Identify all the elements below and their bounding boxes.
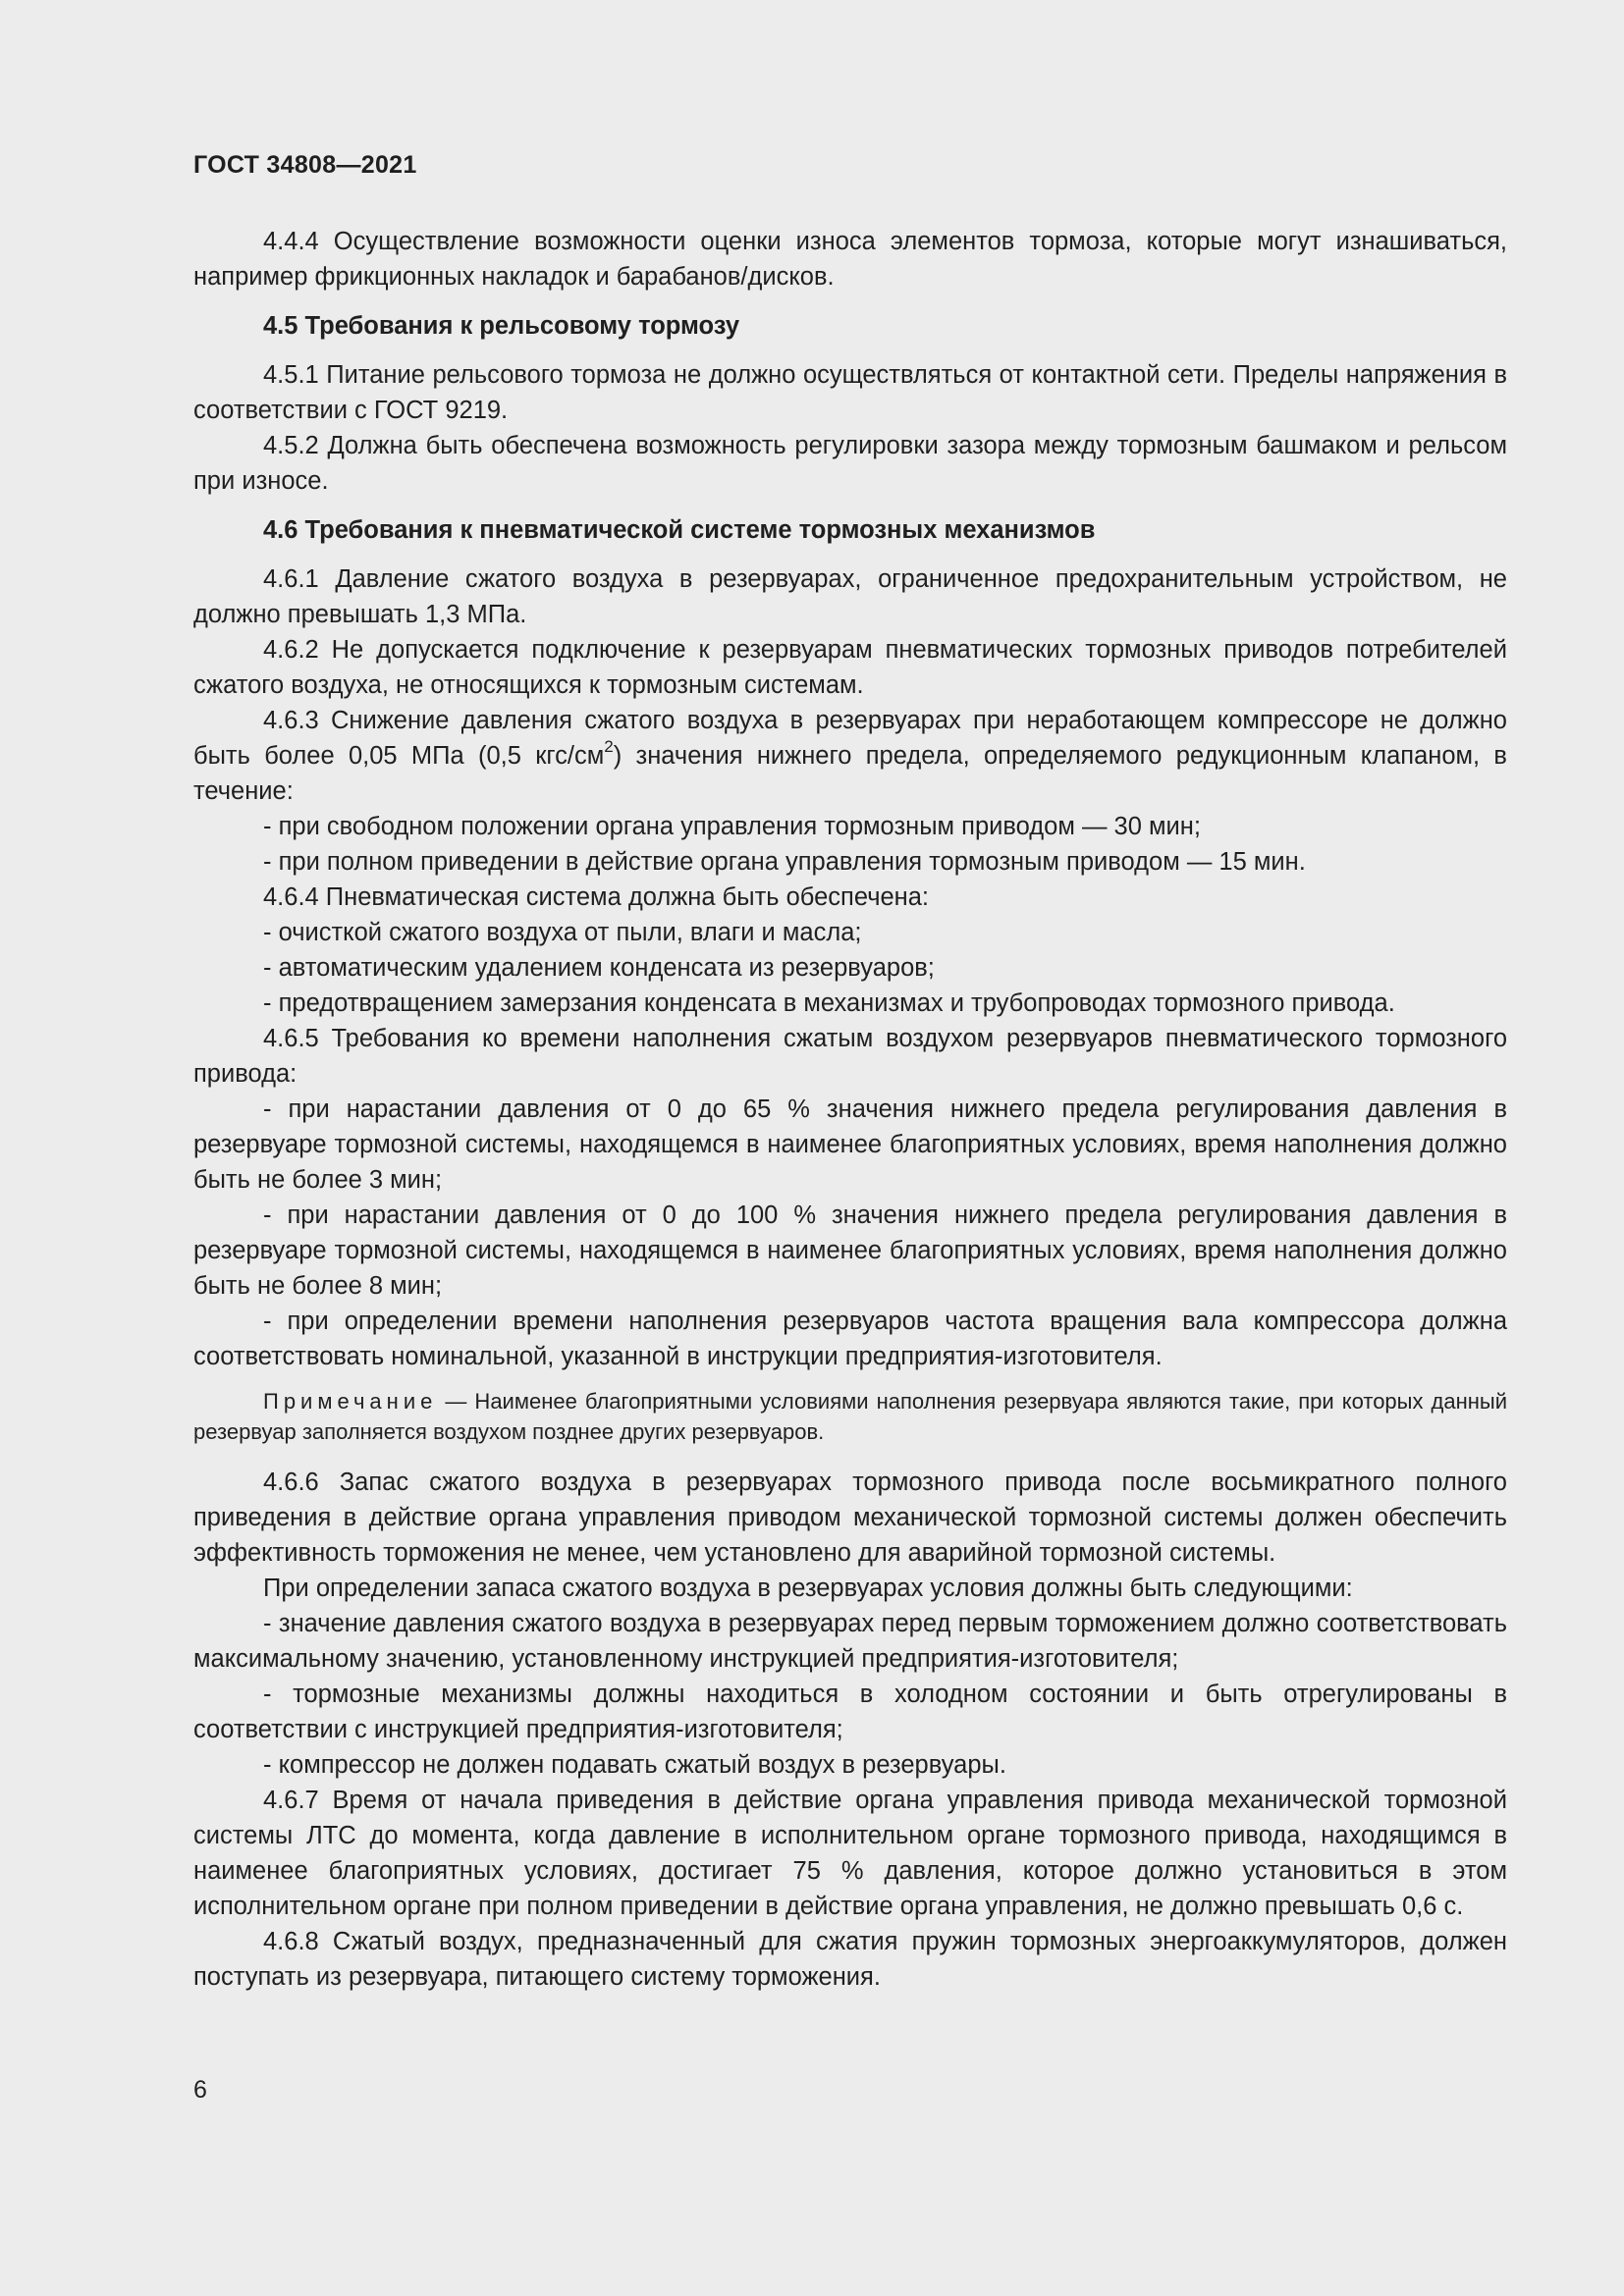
- paragraph-4-5-1: 4.5.1 Питание рельсового тормоза не должно осуществляться от контактной сети. Пределы напряжения в соответствии с ГОСТ 9219.: [193, 361, 1507, 424]
- paragraph-4-4-4: 4.4.4 Осуществление возможности оценки износа элементов тормоза, которые могут изнашиваться, например фрикционных накладок и барабанов/дисков.: [193, 228, 1507, 291]
- section-heading-4-5: 4.5 Требования к рельсовому тормозу: [263, 312, 740, 340]
- note-label: Примечание: [263, 1389, 438, 1414]
- document-header: ГОСТ 34808—2021: [193, 151, 417, 179]
- list-item-4-6-5-2: - при нарастании давления от 0 до 100 % значения нижнего предела регулирования давления в резервуаре тормозной системы, находящемся в наименее благоприятных условиях, время наполнения должно быть не более 8 мин;: [193, 1201, 1507, 1300]
- list-item-4-6-6-1: - значение давления сжатого воздуха в резервуарах перед первым торможением должно соответствовать максимальному значению, установленному инструкцией предприятия-изготовителя;: [193, 1610, 1507, 1673]
- paragraph-4-6-3: [193, 703, 1507, 809]
- list-item-4-6-4-3: - предотвращением замерзания конденсата в механизмах и трубопроводах тормозного привода.: [263, 989, 1395, 1017]
- paragraph-4-6-2: 4.6.2 Не допускается подключение к резервуарам пневматических тормозных приводов потребителей сжатого воздуха, не относящихся к тормозным системам.: [193, 636, 1507, 699]
- list-item-4-6-5-3: - при определении времени наполнения резервуаров частота вращения вала компрессора должна соответствовать номинальной, указанной в инструкции предприятия-изготовителя.: [193, 1308, 1507, 1370]
- page-number: 6: [193, 2076, 207, 2104]
- list-item-4-6-5-1: - при нарастании давления от 0 до 65 % значения нижнего предела регулирования давления в резервуаре тормозной системы, находящемся в наименее благоприятных условиях, время наполнения должно быть не более 3 мин;: [193, 1095, 1507, 1194]
- list-item-4-6-3-2: - при полном приведении в действие органа управления тормозным приводом — 15 мин.: [263, 848, 1306, 876]
- paragraph-4-6-1: 4.6.1 Давление сжатого воздуха в резервуарах, ограниченное предохранительным устройством, не должно превышать 1,3 МПа.: [193, 565, 1507, 628]
- list-item-4-6-6-2: - тормозные механизмы должны находиться в холодном состоянии и быть отрегулированы в соответствии с инструкцией предприятия-изготовителя;: [193, 1681, 1507, 1743]
- paragraph-4-6-6: 4.6.6 Запас сжатого воздуха в резервуарах тормозного привода после восьмикратного полного приведения в действие органа управления приводом механической тормозной системы должен обеспечить эффективность торможения не менее, чем установлено для аварийной тормозной системы.: [193, 1468, 1507, 1567]
- note: [193, 1386, 1507, 1447]
- list-item-4-6-6-3: - компрессор не должен подавать сжатый воздух в резервуары.: [263, 1751, 1006, 1779]
- paragraph-4-6-3-part-b: ) значения нижнего предела, определяемого редукционным клапаном, в течение:: [193, 742, 1507, 805]
- paragraph-4-5-2: 4.5.2 Должна быть обеспечена возможность регулировки зазора между тормозным башмаком и рельсом при износе.: [193, 432, 1507, 495]
- paragraph-4-6-5: 4.6.5 Требования ко времени наполнения сжатым воздухом резервуаров пневматического тормозного привода:: [193, 1025, 1507, 1088]
- paragraph-4-6-3-part-a: 4.6.3 Снижение давления сжатого воздуха в резервуарах при неработающем компрессоре не должно быть более 0,05 МПа (0,5 кгс/см: [193, 707, 1507, 770]
- superscript-2: 2: [604, 736, 614, 756]
- paragraph-4-6-8: 4.6.8 Сжатый воздух, предназначенный для сжатия пружин тормозных энергоаккумуляторов, должен поступать из резервуара, питающего систему торможения.: [193, 1928, 1507, 1991]
- document-page: [193, 145, 1507, 1995]
- note-text: — Наименее благоприятными условиями наполнения резервуара являются такие, при которых данный резервуар заполняется воздухом позднее других резервуаров.: [193, 1389, 1507, 1444]
- paragraph-4-6-7: 4.6.7 Время от начала приведения в действие органа управления привода механической тормозной системы ЛТС до момента, когда давление в исполнительном органе тормозного привода, находящимся в наименее благоприятных условиях, достигает 75 % давления, которое должно установиться в этом исполнительном органе при полном приведении в действие органа управления, не должно превышать 0,6 с.: [193, 1787, 1507, 1920]
- list-item-4-6-4-1: - очисткой сжатого воздуха от пыли, влаги и масла;: [263, 919, 862, 946]
- paragraph-4-6-6-conditions: При определении запаса сжатого воздуха в резервуарах условия должны быть следующими:: [263, 1575, 1353, 1602]
- document-body: [193, 224, 1507, 1995]
- paragraph-4-6-4: 4.6.4 Пневматическая система должна быть обеспечена:: [263, 883, 930, 911]
- list-item-4-6-3-1: - при свободном положении органа управления тормозным приводом — 30 мин;: [263, 813, 1201, 840]
- list-item-4-6-4-2: - автоматическим удалением конденсата из резервуаров;: [263, 954, 935, 982]
- section-heading-4-6: 4.6 Требования к пневматической системе тормозных механизмов: [263, 516, 1096, 544]
